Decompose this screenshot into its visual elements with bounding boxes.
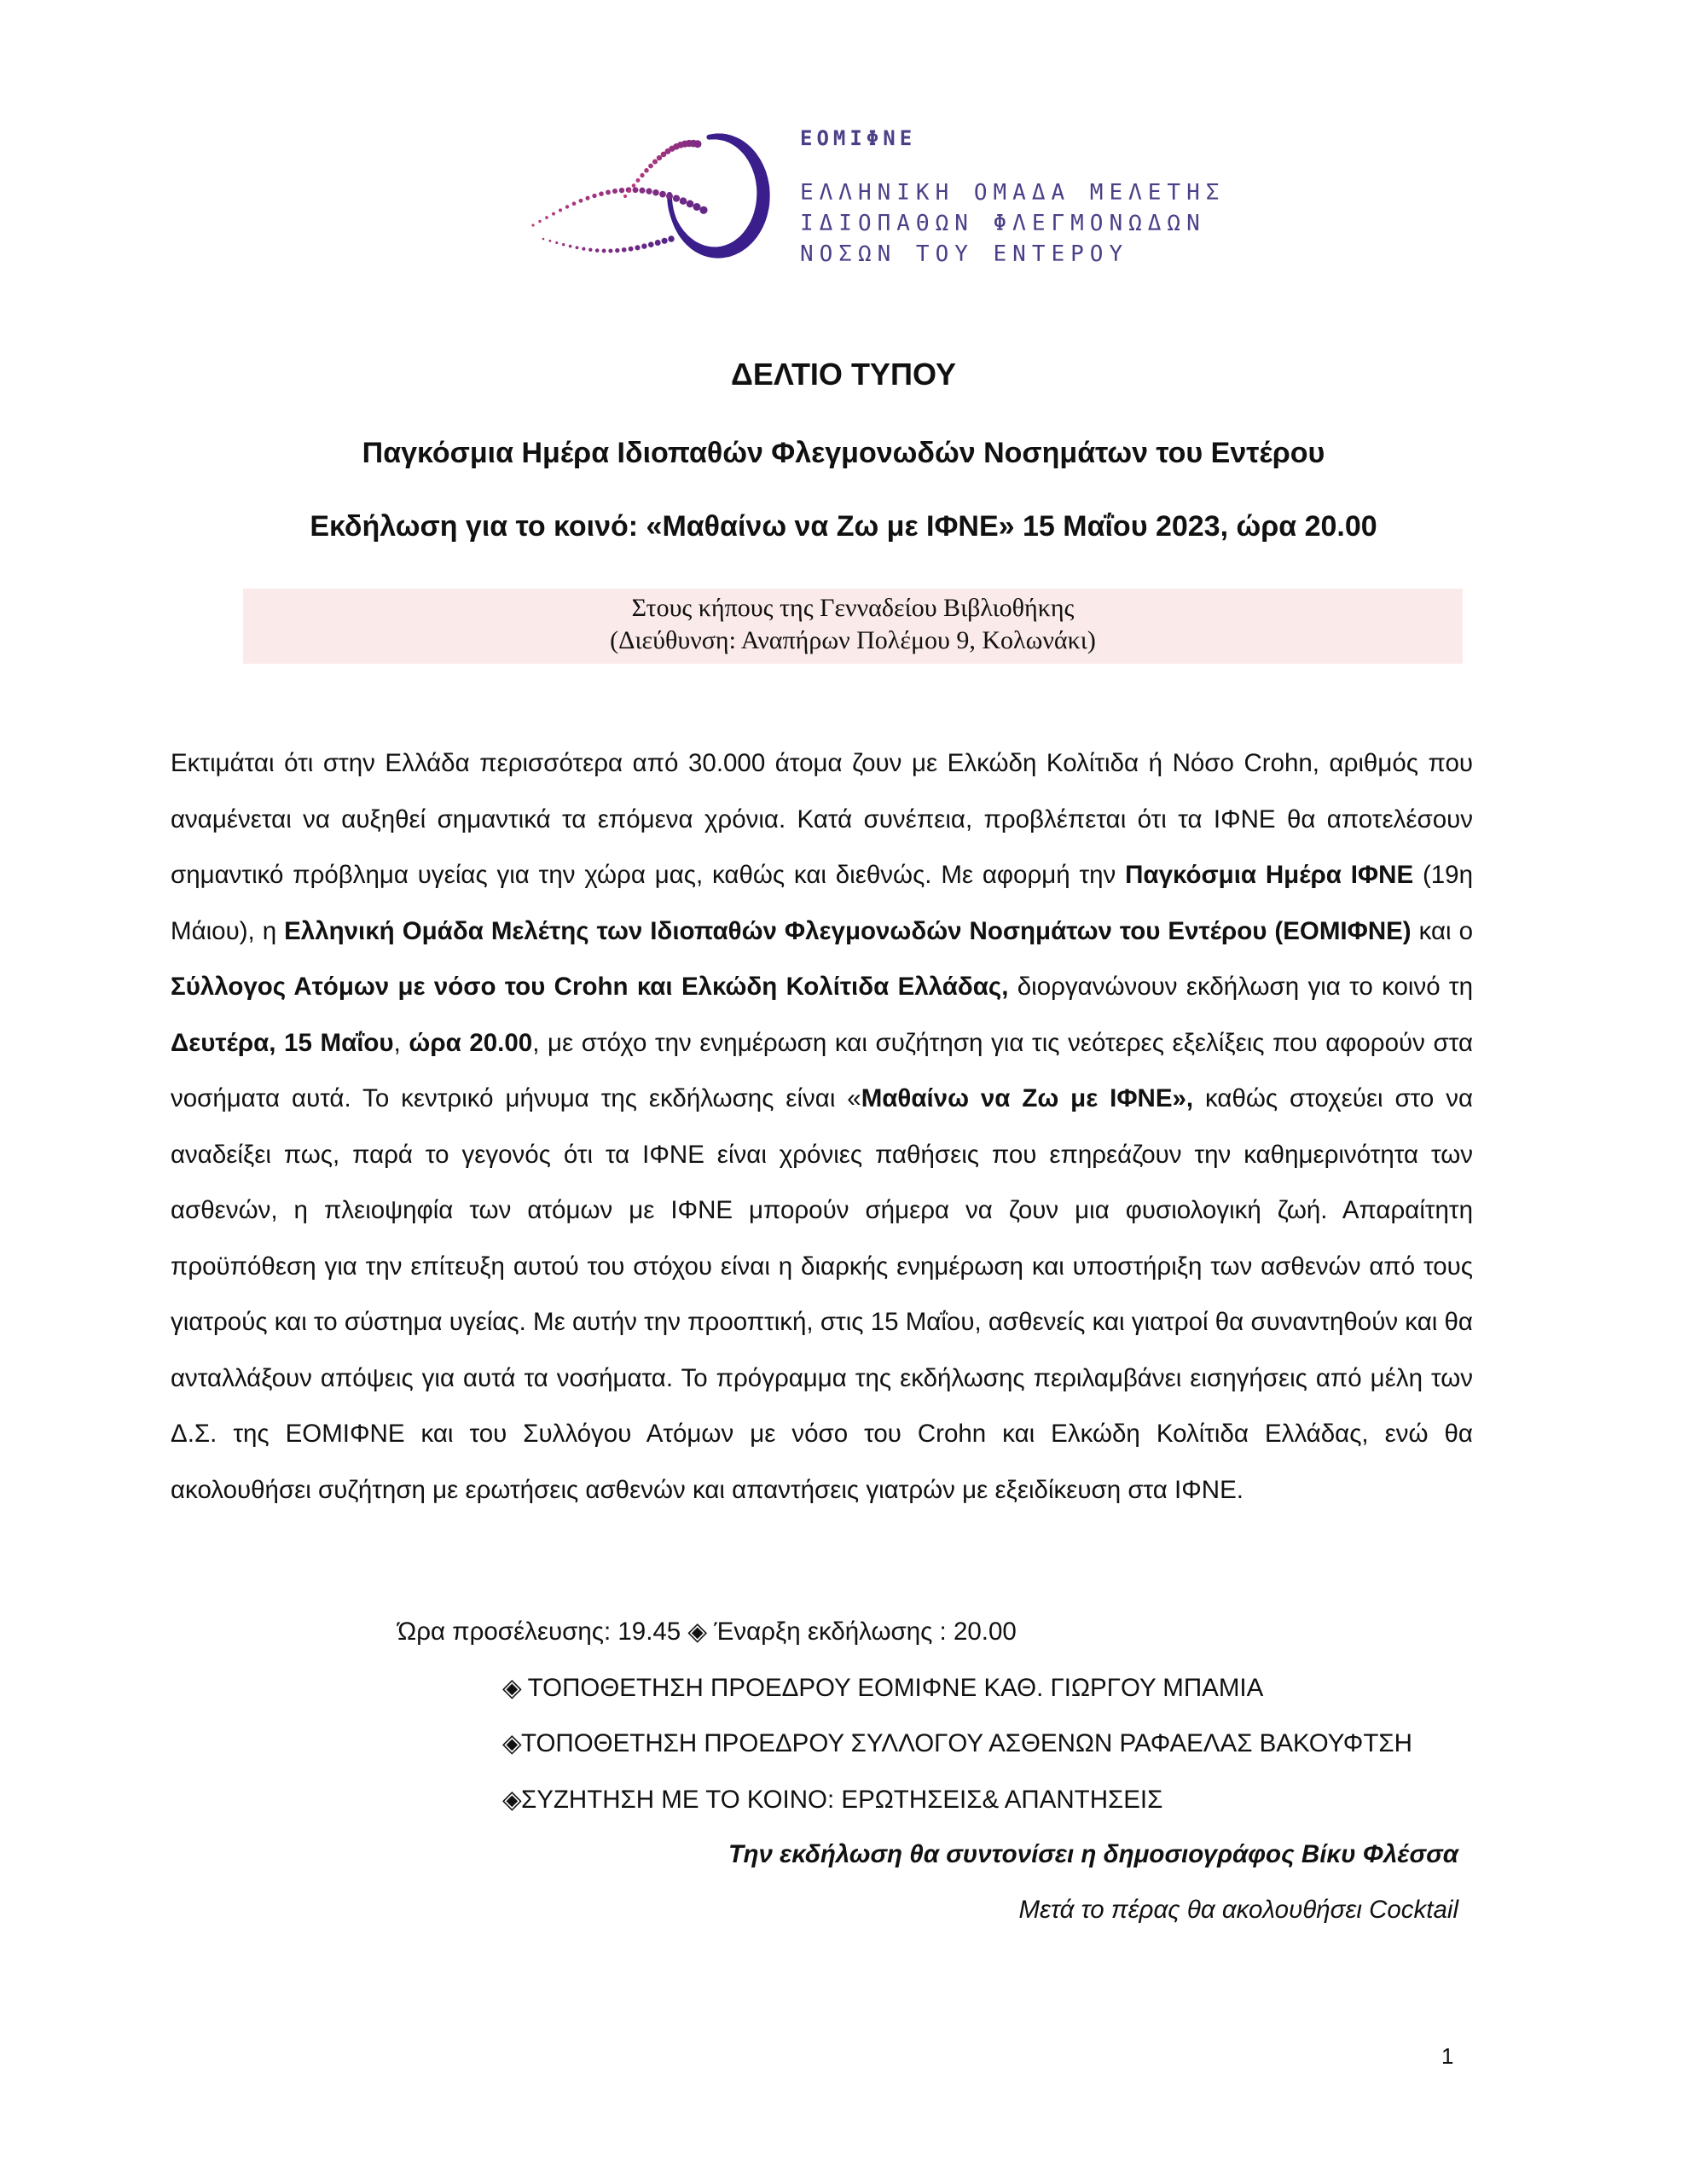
program-item [502,1785,1162,1815]
logo-dot [619,188,624,193]
logo-dot [693,203,701,211]
logo-dot [632,183,636,188]
logo-dot [555,241,558,244]
diamond-bullet-icon: ◈ [502,1786,522,1814]
logo-dot [639,188,645,194]
logo-dot [641,243,646,248]
body-text: καθώς στοχεύει στο να αναδείξει πως, παρά το γεγονός ότι τα ΙΦΝΕ είναι χρόνιες παθήσεις που επηρεάζουν την καθημερινότητα των ασθενών, η πλειοψηφία των ατόμων με ΙΦΝΕ μπορούν σήμερα να ζουν μια φυσιολογική ζωή. Απαραίτητη προϋπόθεση για την επίτευξη αυτού του στόχου είναι η διαρκής ενημέρωση και υποστήριξη των ασθενών από τους γιατρούς και το σύστημα υγείας. Με αυτήν την προοπτική, στις 15 Μαΐου, ασθενείς και γιατροί θα συναντηθούν και θα ανταλλάξουν απόψεις για αυτά τα νοσήματα. Το πρόγραμμα της εκδήλωσης περιλαμβάνει εισηγήσεις από μέλη των Δ.Σ. της ΕΟΜΙΦΝΕ και του Συλλόγου Ατόμων με νόσο του Crohn και Ελκώδη Κολίτιδα Ελλάδας, ενώ θα ακολουθήσει συζήτηση με ερωτήσεις ασθενών και απαντήσεις γιατρών με εξειδίκευση στα ΙΦΝΕ. [171,1084,1474,1504]
logo-dot [569,245,572,248]
logo-dot [588,248,592,252]
infinity-dots-logo-icon [525,119,780,273]
logo-dot [559,208,562,212]
logo-dot [612,189,617,194]
press-release-subtitle: Παγκόσμια Ημέρα Ιδιοπαθών Φλεγμονωδών Νοσημάτων του Εντέρου [362,437,1325,469]
logo-dot [687,200,694,208]
logo-dot [606,189,611,195]
body-text: , με στόχο την ενημέρωση και συζήτηση για τις νεότερες εξελίξεις που αφορούν στα νοσήματα αυτά. Το κεντρικό μήνυμα της εκδήλωσης είναι « [171,1028,1473,1112]
organization-logo [525,119,1226,282]
logo-dot [652,159,658,164]
logo-dot [668,235,674,241]
body-paragraph [171,735,1473,1518]
logo-dot [595,248,600,253]
logo-dot [542,238,545,241]
logo-dot [648,164,653,169]
logo-dot [635,245,640,250]
body-bold-text: Μαθαίνω να Ζω με ΙΦΝΕ», [861,1084,1194,1112]
logo-dot [636,178,641,183]
logo-dot [615,248,619,253]
body-text: Εκτιμάται ότι στην Ελλάδα περισσότερα από 30.000 άτομα ζουν με Ελκώδη Κολίτιδα ή Νόσο Crohn, αριθμός που αναμένεται να αυξηθεί σημαντικά τα επόμενα χρόνια. Κατά συνέπεια, προβλέπεται ότι τα ΙΦΝΕ θα αποτελέσουν σημαντικό πρόβλημα υγείας για την χώρα μας, καθώς και διεθνώς. Με αφορμή την [171,749,1473,889]
logo-dot [608,248,612,253]
logo-dot [538,220,541,223]
program-item [502,1673,1263,1703]
logo-dot [531,224,534,226]
moderator-note: Την εκδήλωση θα συντονίσει η δημοσιογράφος Βίκυ Φλέσσα [728,1840,1458,1868]
logo-dot [562,243,565,246]
logo-dot [579,199,583,203]
body-bold-text: Ελληνική Ομάδα Μελέτης των Ιδιοπαθών Φλεγμονωδών Νοσημάτων του Εντέρου (ΕΟΜΙΦΝΕ) [284,916,1412,945]
logo-dot [680,197,687,204]
diamond-bullet-icon: ◈ [502,1674,522,1702]
venue-box [243,589,1463,664]
program-item-text: ΣΥΖΗΤΗΣΗ ΜΕ ΤΟ ΚΟΙΝΟ: ΕΡΩΤΗΣΕΙΣ& ΑΠΑΝΤΗΣΕΙΣ [521,1786,1163,1814]
logo-dot [622,247,627,253]
logo-dot [673,195,680,201]
logo-full-name [800,177,1225,270]
cocktail-note: Μετά το πέρας θα ακολουθήσει Cocktail [1018,1896,1458,1924]
logo-dot [545,216,548,219]
logo-dot [565,205,569,208]
logo-dot [582,247,585,251]
diamond-bullet-icon: ◈ [502,1729,522,1757]
logo-dot [602,249,606,253]
program-item-text: ΤΟΠΟΘΕΤΗΣΗ ΠΡΟΕΔΡΟΥ ΕΟΜΙΦΝΕ ΚΑΘ. ΓΙΩΡΓΟΥ ΜΠΑΜΙΑ [521,1674,1264,1702]
logo-dot [659,191,666,198]
body-bold-text: ώρα 20.00 [409,1028,533,1057]
logo-dot [623,195,627,198]
program-item [502,1728,1412,1758]
logo-dot [629,247,634,252]
event-times: Ώρα προσέλευσης: 19.45 ◈ Έναρξη εκδήλωσης : 20.00 [397,1618,1017,1646]
body-text: (19η Μάιου), η [171,861,1473,945]
logo-line-2: ΙΔΙΟΠΑΘΩΝ ΦΛΕΓΜΟΝΩΔΩΝ [800,211,1206,236]
logo-dot [572,201,577,206]
logo-dot [666,193,673,200]
logo-dot [552,212,555,216]
logo-dot [699,206,707,214]
logo-dot [585,196,589,200]
body-text: και ο [1411,916,1473,945]
logo-dot [633,187,639,193]
logo-line-1: ΕΛΛΗΝΙΚΗ ΟΜΑΔΑ ΜΕΛΕΤΗΣ [800,180,1226,206]
press-release-title: ΔΕΛΤΙΟ ΤΥΠΟΥ [731,357,956,392]
logo-dot [628,189,631,193]
logo-dot [576,246,579,249]
logo-dot [644,168,648,172]
page-number: 1 [1441,2043,1454,2069]
logo-dot [694,140,702,148]
body-text: διοργανώνουν εκδήλωση για το κοινό τη [1008,973,1473,1001]
body-bold-text: Δευτέρα, 15 Μαΐου [171,1028,394,1057]
logo-line-3: ΝΟΣΩΝ ΤΟΥ ΕΝΤΕΡΟΥ [800,241,1129,267]
body-text: , [393,1028,409,1057]
venue-address: (Διεύθυνση: Αναπήρων Πολέμου 9, Κολωνάκι) [610,626,1096,654]
logo-dot [646,189,652,195]
logo-dot [640,173,644,177]
logo-dot [662,238,668,244]
venue-location: Στους κήπους της Γενναδείου Βιβλιοθήκης [631,594,1075,622]
logo-dot [592,194,596,198]
logo-dot [652,189,659,196]
program-item-text: ΤΟΠΟΘΕΤΗΣΗ ΠΡΟΕΔΡΟΥ ΣΥΛΛΟΓΟΥ ΑΣΘΕΝΩΝ ΡΑΦΑΕΛΑΣ ΒΑΚΟΥΦΤΣΗ [521,1729,1412,1757]
logo-abbreviation: ΕΟΜΙΦΝΕ [800,126,917,150]
body-bold-text: Σύλλογος Ατόμων με νόσο του Crohn και Ελκώδη Κολίτιδα Ελλάδας, [171,973,1009,1001]
logo-dot [599,191,604,196]
logo-dot [548,240,551,242]
body-bold-text: Παγκόσμια Ημέρα ΙΦΝΕ [1125,861,1414,889]
logo-dot [655,240,661,246]
logo-dot [648,241,654,247]
event-headline: Εκδήλωση για το κοινό: «Μαθαίνω να Ζω με ΙΦΝΕ» 15 Μαΐου 2023, ώρα 20.00 [310,510,1377,543]
logo-dot [657,155,662,160]
